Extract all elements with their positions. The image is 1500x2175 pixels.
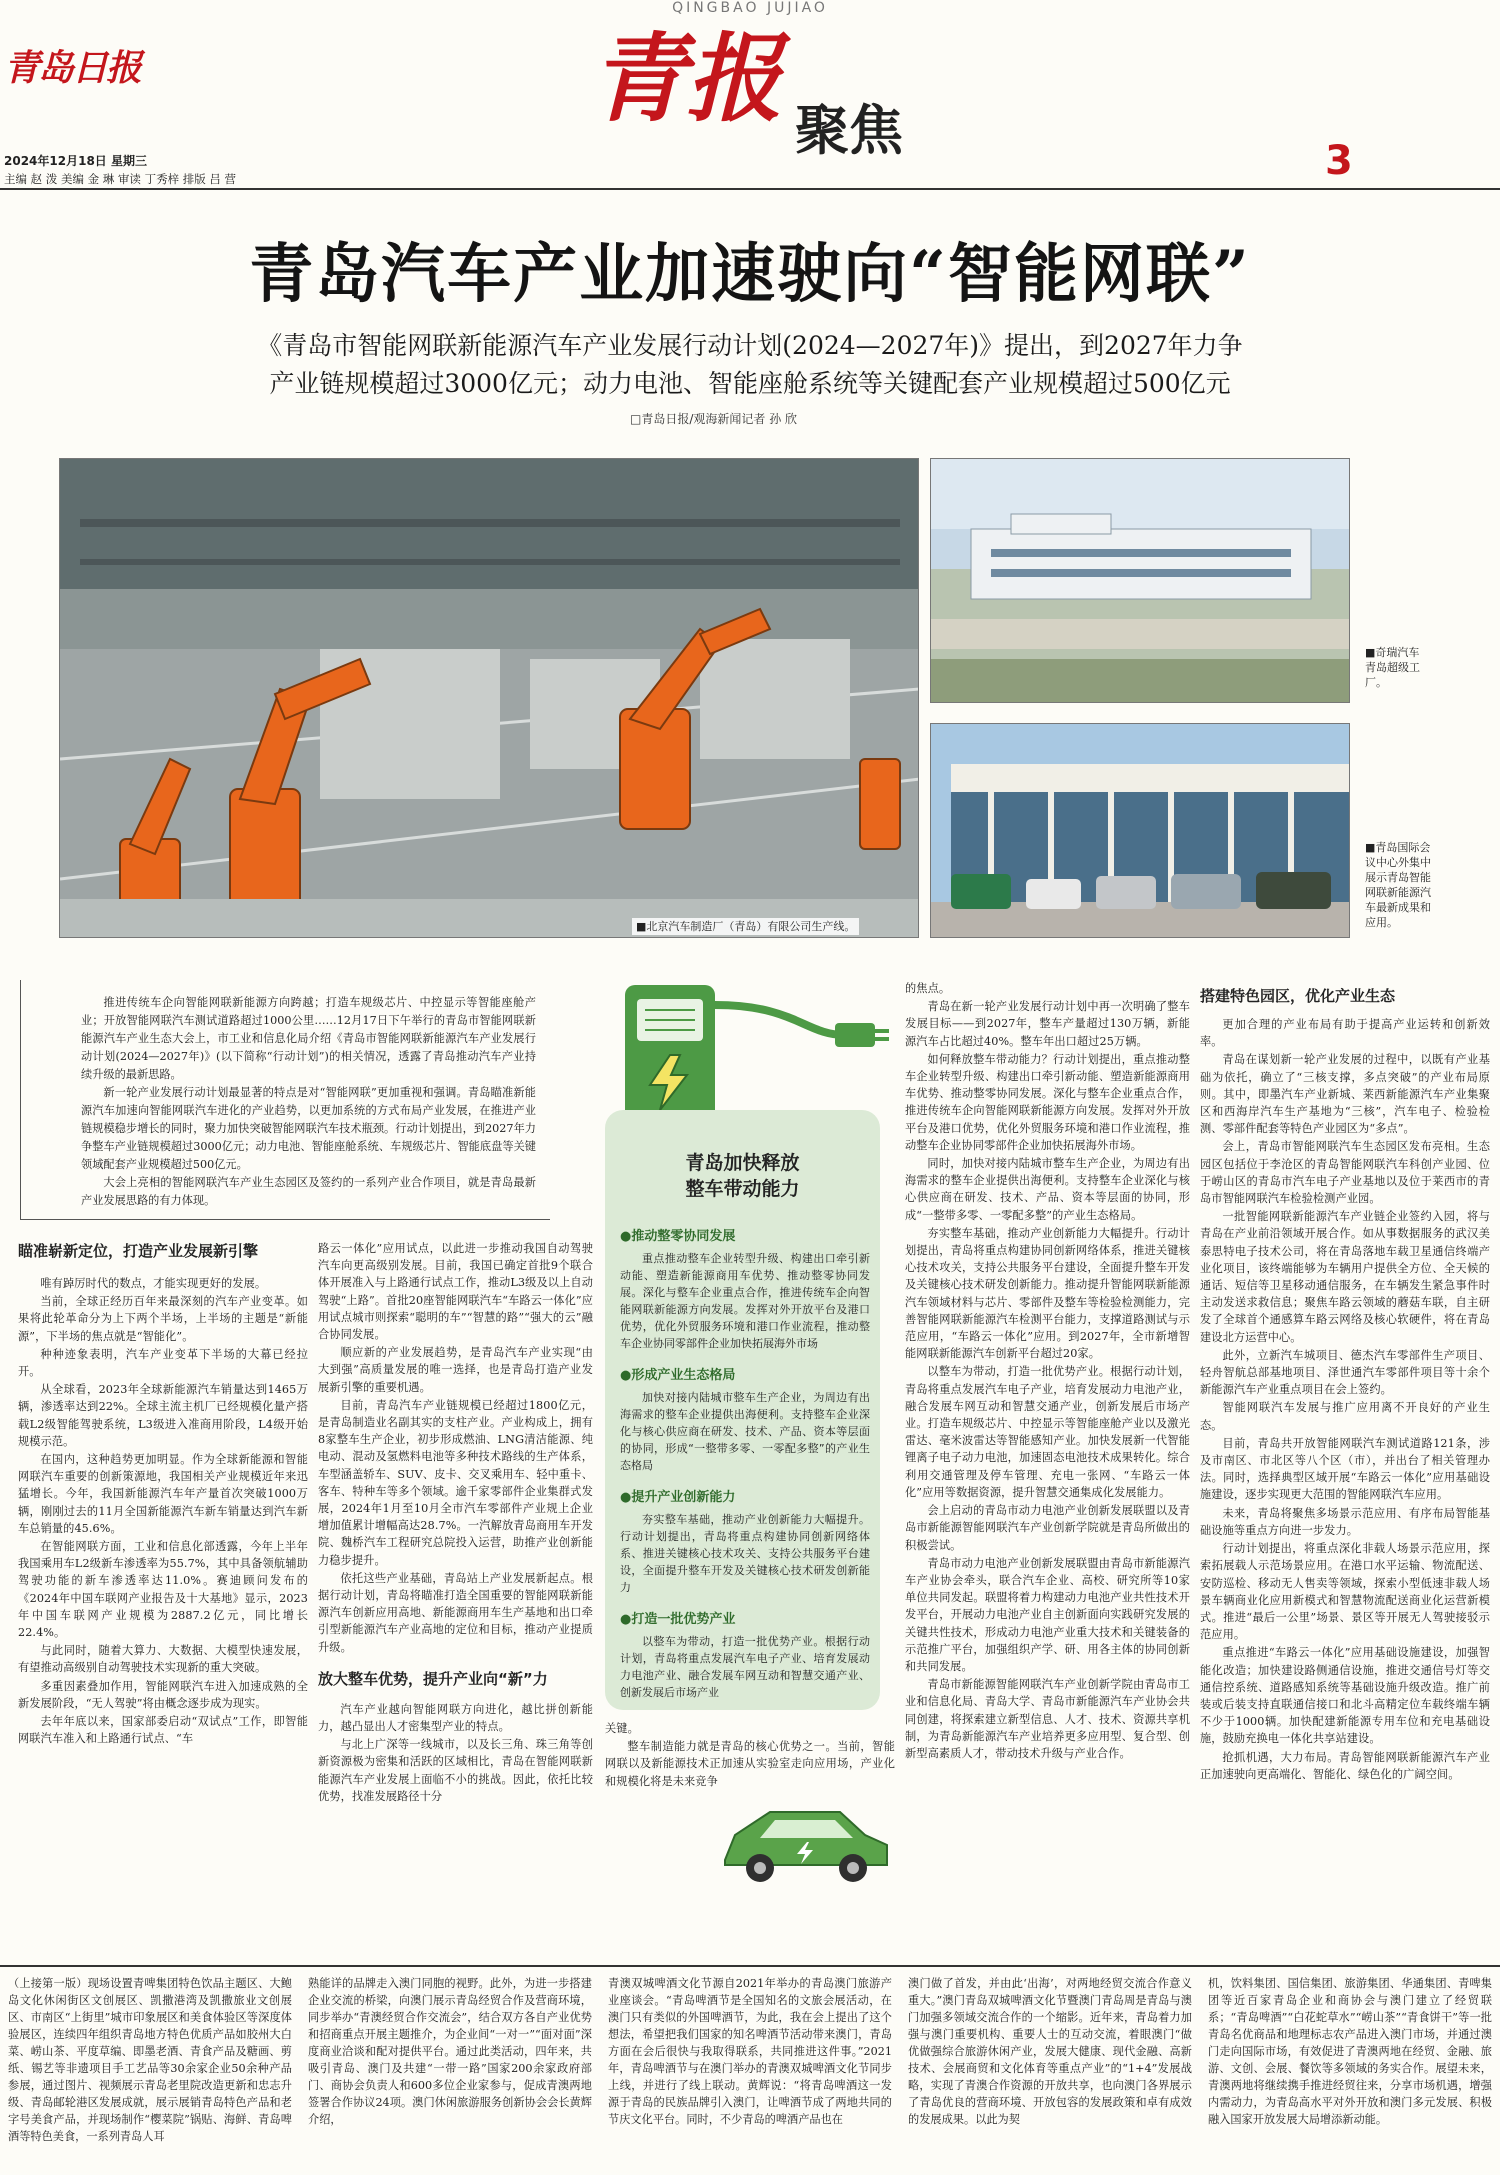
paper-logo [4, 40, 144, 89]
bottom-col-4: 澳门做了首发，并由此‘出海’，对两地经贸交流合作意义重大。”澳门青岛双城啤酒文化节暨澳门青岛周是青岛与澳门加强多领域交流合作的一个缩影。近年来，青岛着力加强与澳门重要机构、重要人士的互动交流，着眼澳门“做优做强综合旅游休闲产业，发展大健康、现代金融、高新技术、会展商贸和文化体育等重点产业”的“1+4”发展战略，实现了青澳合作资源的开放共享，也向澳门各界展示了青岛优良的营商环境、开放包容的发展政策和卓有成效的发展成果。以此为契 [908, 1977, 1192, 2126]
bottom-right-caption: ■青岛国际会议中心外集中展示青岛智能网联新能源汽车最新成果和应用。 [1365, 841, 1431, 929]
panel-sections [620, 1225, 870, 1701]
col4-paragraph: 行动计划提出，将重点深化非载人场景示范应用，探索拓展载人示范场景应用。在港口水平运输、物流配送、安防巡检、移动无人售卖等领域，探索小型低速非载人场景车辆商业化应用新模式和智慧物流配送商业化运营新模式。推进“最后一公里”场景、景区等开展无人驾驶接驳示范应用。 [1200, 1542, 1490, 1642]
col4-paragraph: 一批智能网联新能源汽车产业链企业签约入园，将与青岛在产业前沿领域开展合作。如从事数据服务的武汉美泰思特电子技术公司，将在青岛落地车载卫星通信终端产业化项目，该终端能够为车辆用户提供全方位、全天候的通话、短信等卫星移动通信服务，在车辆发生紧急事件时主动发送求救信息；聚焦车路云领域的蘑菇车联，自主研发了全球首个通感算车路云网络及核心软硬件，将在青岛建设北方运营中心。 [1200, 1210, 1490, 1344]
panel-title [605, 1150, 880, 1202]
col4-paragraph: 此外，立新汽车城项目、德杰汽车零部件生产项目、轻舟智航总部基地项目、泽世通汽车零部件项目等十余个新能源汽车产业重点项目在会上签约。 [1200, 1348, 1490, 1397]
col3-paragraph: 的焦点。 [905, 982, 951, 995]
headline-subtitle-2: 产业链规模超过3000亿元；动力电池、智能座舱系统等关键配套产业规模超过500亿元 [269, 369, 1231, 398]
bottom-col-5: 机，饮料集团、国信集团、旅游集团、华通集团、青啤集团等近百家青岛企业和商协会与澳门建立了经贸联系；“青岛啤酒”“白花蛇草水”“崂山茶”“青食饼干”等一批青岛名优商品和地理标志农产品进入澳门市场，并通过澳门走向国际市场，有效促进了青澳两地在经贸、金融、旅游、文创、会展、餐饮等多领域的务实合作。展望未来，青澳两地将继续携手推进经贸往来，分享市场机遇，增强内需动力，为青岛高水平对外开放和澳门多元发展、积极融入国家开放发展大局增添新动能。 [1208, 1977, 1492, 2126]
section-title-small: 聚焦 [795, 98, 903, 162]
col2-bottom-body [605, 1720, 895, 1790]
col2-bottom-paragraph: 关键。 [605, 1722, 639, 1735]
masthead-pinyin: QINGBAO JUJIAO [672, 0, 828, 16]
column-1 [18, 1240, 308, 1748]
panel-section-text: 加快对接内陆城市整车生产企业，为周边有出海需求的整车企业提供出海便利。支持整车企业深化与核心供应商在研发、技术、产品、资本等层面的协同，形成“一整带多零、一零配多整”的产业生态格局 [620, 1391, 870, 1472]
col2-heading: 放大整车优势，提升产业向“新”力 [318, 1669, 548, 1688]
paper-name: 青岛日报 [4, 47, 141, 89]
panel-section-head: ●提升产业创新能力 [620, 1490, 736, 1505]
staff-credits: 主编 赵 泼 美编 金 琳 审读 丁秀梓 排版 吕 营 [4, 172, 237, 186]
headline-title: 青岛汽车产业加速驶向“智能网联” [249, 237, 1251, 312]
col3-paragraph: 如何释放整车带动能力？行动计划提出，重点推动整车企业转型升级、构建出口牵引新动能、塑造新能源商用车优势、推动整零协同发展。深化与整车企业重点合作，推进传统车企向智能网联新能源方向发展。发挥对外开放平台及港口优势，优化外贸服务环境和港口作业流程，推动整车企业协同零部件企业加快拓展海外市场。 [905, 1052, 1190, 1152]
col3-paragraph: 青岛市动力电池产业创新发展联盟由青岛市新能源汽车产业协会牵头，联合汽车企业、高校、研究所等10家单位共同发起。联盟将着力构建动力电池产业共性技术开发平台，开展动力电池产业自主创新面向实践研究发展的关键共性技术，形成动力电池产业重大技术和关键装备的示范推广平台，加强组织产学、研、用各主体的协同创新和共同发展。 [905, 1556, 1190, 1673]
panel-title-line2: 整车带动能力 [685, 1178, 800, 1200]
col4-paragraph: 重点推进“车路云一体化”应用基础设施建设，加强智能化改造；加快建设路侧通信设施，推进交通信号灯等交通信控系统、道路感知系统等基础设施升级改造。推广前装或后装支持直联通信接口和北斗高精定位车载终端车辆不少于1000辆。加快配建新能源专用车位和充电基础设施，鼓励充换电一体化共享站建设。 [1200, 1646, 1490, 1746]
col1-heading: 瞄准崭新定位，打造产业发展新引擎 [18, 1242, 259, 1260]
col2-body-top [318, 1240, 593, 1656]
col2-paragraph: 依托这些产业基础，青岛站上产业发展新起点。根据行动计划，青岛将瞄准打造全国重要的智能网联新能源汽车创新应用高地、新能源商用车生产基地和出口牵引型新能源汽车产业高地的定位和目标，推动产业提质升级。 [318, 1571, 593, 1654]
panel-section-head: ●打造一批优势产业 [620, 1612, 736, 1627]
robot-arm-illustration [60, 459, 919, 938]
section-title-big: 青报 [590, 22, 782, 135]
col2-paragraph: 汽车产业越向智能网联方向进化，越比拼创新能力，越凸显出人才密集型产业的特点。 [318, 1702, 593, 1734]
col1-paragraph: 与此同时，随着大算力、大数据、大模型快速发展，有望推动高级别自动驾驶技术实现新的重大突破。 [18, 1644, 308, 1675]
intro-paragraph-3: 大会上亮相的智能网联汽车产业生态园区及签约的一系列产业合作项目，就是青岛最新产业发展思路的有力体现。 [81, 1176, 536, 1207]
col4-paragraph: 抢抓机遇，大力布局。青岛智能网联新能源汽车产业正加速驶向更高端化、智能化、绿色化的广阔空间。 [1200, 1750, 1490, 1781]
conference-center-illustration [931, 724, 1350, 938]
electric-car-illustration [715, 1790, 895, 1890]
col3-paragraph: 同时，加快对接内陆城市整车生产企业，为周边有出海需求的整车企业提供出海便利。支持整车企业深化与核心供应商在研发、技术、产品、资本等层面的协同，形成“一整带多零、一零配多整”的产业生态格局。 [905, 1157, 1190, 1222]
col1-paragraph: 在国内，这种趋势更加明显。作为全球新能源和智能网联汽车重要的创新策源地，我国相关产业规模近年来迅猛增长。今年，我国新能源汽车年产量首次突破1000万辆，刚刚过去的11月全国新能源汽车新车销量达到汽车新车总销量的45.6%。 [18, 1453, 308, 1535]
bottom-story [8, 1975, 1492, 2170]
intro-paragraph-2: 新一轮产业发展行动计划最显著的特点是对“智能网联”更加重视和强调。青岛瞄准新能源汽车加速向智能网联汽车进化的产业趋势，以更加系统的方式布局产业发展，在推进产业链规模稳步增长的同时，聚力加快突破智能网联汽车技术瓶颈。行动计划提出，到2027年力争整车产业链规模超过3000亿元；动力电池、智能座舱系统、车规级芯片、智能底盘等关键领域配套产业规模超过500亿元。 [81, 1086, 536, 1171]
intro-paragraph-1: 推进传统车企向智能网联新能源方向跨越；打造车规级芯片、中控显示等智能座舱产业；开放智能网联汽车测试道路超过1000公里……12月17日下午举行的青岛市智能网联新能源汽车产业生态大会上，市工业和信息化局介绍《青岛市智能网联新能源汽车产业发展行动计划(2024—2027年)》(以下简称“行动计划”)的相关情况，透露了青岛推动汽车产业持续升级的最新思路。 [81, 996, 536, 1081]
col2-paragraph: 顺应新的产业发展趋势，是青岛汽车产业实现“由大到强”高质量发展的唯一选择，也是青岛打造产业发展新引擎的重要机遇。 [318, 1346, 593, 1394]
col3-paragraph: 以整车为带动，打造一批优势产业。根据行动计划，青岛将重点发展汽车电子产业，培育发展动力电池产业，融合发展车网互动和智慧交通产业，创新发展后市场产业。打造车规级芯片、中控显示等智能座舱产业以及激光雷达、毫米波雷达等智能感知产业。加快发展新一代智能锂离子电子动力电池，加速固态电池技术成果转化。综合利用交通管理及停车管理、充电一张网、“车路云一体化”应用等数据资源，提升智慧交通集成化发展能力。 [905, 1365, 1190, 1499]
bottom-col-3: 青澳双城啤酒文化节源自2021年举办的青岛澳门旅游产业座谈会。“青岛啤酒节是全国知名的文旅会展活动，在澳门只有类似的外国啤酒节，为此，我在会上提出了这个想法，希望把我们国家的知名啤酒节活动带来澳门，青岛方面在会后很快与我取得联系，共同推进这件事。”2021年，青岛啤酒节与在澳门举办的青澳双城啤酒文化节同步上线，并进行了线上联动。黄辉说：“将青岛啤酒这一发源于青岛的民族品牌引入澳门，让啤酒节成了两地共同的节庆文化平台。同时，不少青岛的啤酒产品也在 [608, 1977, 892, 2126]
col2-bottom-paragraph: 整车制造能力就是青岛的核心优势之一。当前，智能网联以及新能源技术正加速从实验室走向应用场，产业化和规模化将是未来竞争 [605, 1740, 895, 1788]
page-number: 3 [1325, 138, 1353, 184]
panel-section-text: 以整车为带动，打造一批优势产业。根据行动计划，青岛将重点发展汽车电子产业、培育发展动力电池产业、融合发展车网互动和智慧交通产业、创新发展后市场产业 [620, 1635, 870, 1699]
panel-title-line1: 青岛加快释放 [685, 1152, 800, 1174]
col3-paragraph: 夯实整车基础，推动产业创新能力大幅提升。行动计划提出，青岛将重点构建协同创新网络体系，推进关键核心技术攻关，支持公共服务平台建设，全面提升整车开发及关键核心技术研发创新能力。推动提升智能网联新能源汽车领域材料与芯片、零部件及整车等检验检测能力，完善智能网联新能源汽车检测平台能力，支撑道路测试与示范应用，“车路云一体化”应用。到2027年，全市新增智能网联新能源汽车创新平台超过20家。 [905, 1226, 1190, 1361]
panel-section-head: ●形成产业生态格局 [620, 1368, 736, 1383]
col4-paragraph: 未来，青岛将聚焦多场景示范应用、有序布局智能基础设施等重点方向进一步发力。 [1200, 1506, 1490, 1537]
bottom-col-2: 熟能详的品牌走入澳门同胞的视野。此外，为进一步搭建企业交流的桥梁，向澳门展示青岛经贸合作及营商环境，同步举办“青澳经贸合作交流会”，结合双方各自产业优势和招商重点开展主题推介，为企业间“一对一”“面对面”深度商业洽谈和配对提供平台。通过此类活动，四年来，共吸引青岛、澳门及共建“一带一路”国家200余家政府部门、商协会负责人和600多位企业家参与，促成青澳两地签署合作协议24项。澳门休闲旅游服务创新协会会长黄辉介绍， [308, 1977, 592, 2126]
byline: □青岛日报/观海新闻记者 孙 欣 [630, 412, 798, 426]
main-photo-caption: ■北京汽车制造厂（青岛）有限公司生产线。 [632, 918, 859, 935]
panel-section-text: 重点推动整车企业转型升级、构建出口牵引新动能、塑造新能源商用车优势、推动整零协同发展。深化与整车企业重点合作，推进传统车企向智能网联新能源方向发展。发挥对外开放平台及港口优势，优化外贸服务环境和港口作业流程，推动整车企业协同零部件企业加快拓展海外市场 [620, 1252, 870, 1350]
main-photo-production-line [59, 458, 919, 938]
section-title [590, 20, 950, 180]
factory-illustration [931, 459, 1350, 703]
col1-paragraph: 去年年底以来，国家部委启动“双试点”工作，即智能网联汽车准入和上路通行试点、“车 [18, 1715, 308, 1746]
col2-paragraph: 目前，青岛汽车产业链规模已经超过1800亿元，是青岛制造业名副其实的支柱产业。产业构成上，拥有8家整车生产企业，初步形成燃油、LNG清洁能源、纯电动、混动及氢燃料电池等多种技术路线的生产体系，车型涵盖轿车、SUV、皮卡、交叉乘用车、轻中重卡、客车、特种车等多个领域。逾千家零部件企业集群式发展，2024年1月至10月全市汽车零部件产业规上企业增加值累计增幅高达28.7%。一汽解放青岛商用车开发院、魏桥汽车工程研究总院投入运营，助推产业创新能力稳步提升。 [318, 1398, 593, 1567]
col3-paragraph: 会上启动的青岛市动力电池产业创新发展联盟以及青岛市新能源智能网联汽车产业创新学院就是青岛所做出的积极尝试。 [905, 1504, 1190, 1552]
col1-paragraph: 唯有踔厉时代的数点，才能实现更好的发展。 [40, 1277, 267, 1290]
col1-body [18, 1275, 308, 1747]
col1-paragraph: 多重因素叠加作用，智能网联汽车进入加速成熟的全新发展阶段，“无人驾驶”将由概念逐步成为现实。 [18, 1679, 308, 1710]
col2-paragraph: 路云一体化”应用试点，以此进一步推动我国自动驾驶汽车向更高级别发展。目前，我国已确定首批9个联合体开展准入与上路通行试点工作，推动L3级及以上自动驾驶“上路”。首批20座智能网联汽车“车路云一体化”应用试点城市则探索“聪明的车”“智慧的路”“强大的云”融合协同发展。 [318, 1242, 593, 1342]
masthead-rule [0, 188, 1500, 190]
column-4 [1200, 985, 1490, 1784]
col3-body [905, 980, 1190, 1762]
col4-paragraph: 会上，青岛市智能网联汽车生态园区发布亮相。生态园区包括位于李沧区的青岛智能网联汽车科创产业园、位于崂山区的青岛市汽车电子产业基地以及位于莱西市的青岛市智能网联汽车检验检测产业园。 [1200, 1140, 1490, 1206]
column-2 [318, 1240, 593, 1806]
headline-subtitle-1: 《青岛市智能网联新能源汽车产业发展行动计划(2024—2027年)》提出，到2027年力争 [257, 331, 1243, 360]
col3-paragraph: 青岛市新能源智能网联汽车产业创新学院由青岛市工业和信息化局、青岛大学、青岛市新能源汽车产业协会共同创建，将探索建立新型信息、人才、技术、资源共享机制，为青岛新能源汽车产业培养更多应用型、复合型、创新型高素质人才，带动技术升级与产业合作。 [905, 1678, 1190, 1760]
column-2-continued [605, 1720, 895, 1791]
col2-paragraph: 与北上广深等一线城市，以及长三角、珠三角等创新资源极为密集和活跃的区域相比，青岛在智能网联新能源汽车产业发展上面临不小的挑战。因此，依托比较优势，找准发展路径十分 [318, 1738, 593, 1803]
col1-paragraph: 种种迹象表明，汽车产业变革下半场的大幕已经拉开。 [18, 1347, 308, 1379]
col1-paragraph: 在智能网联方面，工业和信息化部透露，今年上半年我国乘用车L2级新车渗透率为55.7%，其中具备领航辅助驾驶功能的新车渗透率达11.0%。赛迪顾问发布的《2024年中国车联网产业报告及十大基地》显示，2023年中国车联网产业规模为2887.2亿元，同比增长22.4%。 [18, 1540, 308, 1640]
panel-section-head: ●推动整零协同发展 [620, 1229, 736, 1244]
col4-paragraph: 目前，青岛共开放智能网联汽车测试道路121条，涉及市南区、市北区等八个区（市），并出台了相关管理办法。同时，选择典型区域开展“车路云一体化”应用基础设施建设，逐步实现更大范围的智能网联汽车应用。 [1200, 1436, 1490, 1502]
bottom-right-photo-conference-center [930, 723, 1350, 938]
col1-paragraph: 从全球看，2023年全球新能源汽车销量达到1465万辆，渗透率达到22%。全球主流主机厂已经规模化量产搭载L2级智能驾驶系统，L3级进入准商用阶段，L4级开始规模示范。 [18, 1383, 308, 1448]
col2-body-bottom [318, 1701, 593, 1805]
col4-body [1200, 1016, 1490, 1783]
col1-paragraph: 当前，全球正经历百年来最深刻的汽车产业变革。如果将此轮革命分为上下两个半场，上半场的主题是“新能源”，下半场的焦点就是“智能化”。 [18, 1295, 308, 1343]
top-right-caption: ■奇瑞汽车青岛超级工厂。 [1365, 646, 1420, 689]
bottom-divider [0, 1965, 1500, 1967]
panel-section-text: 夯实整车基础，推动产业创新能力大幅提升。行动计划提出，青岛将重点构建协同创新网络体系、推进关键核心技术攻关、支持公共服务平台建设，全面提升整车开发及关键核心技术研发创新能力 [620, 1513, 870, 1594]
column-3 [905, 980, 1190, 1763]
top-right-photo-factory [930, 458, 1350, 703]
col4-paragraph: 更加合理的产业布局有助于提高产业运转和创新效率。 [1200, 1018, 1490, 1049]
electric-car-icon [715, 1790, 895, 1890]
col4-paragraph: 智能网联汽车发展与推广应用离不开良好的产业生态。 [1200, 1401, 1490, 1432]
intro-box [20, 980, 550, 1220]
col4-heading: 搭建特色园区，优化产业生态 [1200, 987, 1396, 1005]
bottom-col-1: （上接第一版）现场设置青啤集团特色饮品主题区、大鲍岛文化休闲街区文创展区、凯撒港湾及凯撒旅业文创展区、市南区“上街里”城市印象展区和美食体验区等深度体验展区，连续四年组织青岛地方特色优质产品如胶州大白菜、崂山茶、平度草编、即墨老酒、青食产品及糖画、剪纸、锡艺等非遗项目手工艺品等30余家企业50余种产品参展，通过图片、视频展示青岛老里院改造更新和忠志升级、青岛邮轮港区发展成就，展示展销青岛特色产品和老字号美食产品，并现场制作“樱菜院”锅贴、海鲜、青岛啤酒等特色美食，一系列青岛人耳 [8, 1977, 292, 2143]
issue-date: 2024年12月18日 星期三 [4, 154, 147, 168]
col3-paragraph: 青岛在新一轮产业发展行动计划中再一次明确了整车发展目标——到2027年，整车产量超过130万辆，新能源汽车占比超过40%。整车年出口超过25万辆。 [905, 1000, 1190, 1048]
col4-paragraph: 青岛在谋划新一轮产业发展的过程中，以既有产业基础为依托，确立了“三核支撑，多点突破”的产业布局原则。其中，即墨汽车产业新城、莱西新能源汽车产业集聚区和西海岸汽车生产基地为“三核”，汽车电子、检验检测、零部件配套等特色产业园区为“多点”。 [1200, 1053, 1490, 1136]
